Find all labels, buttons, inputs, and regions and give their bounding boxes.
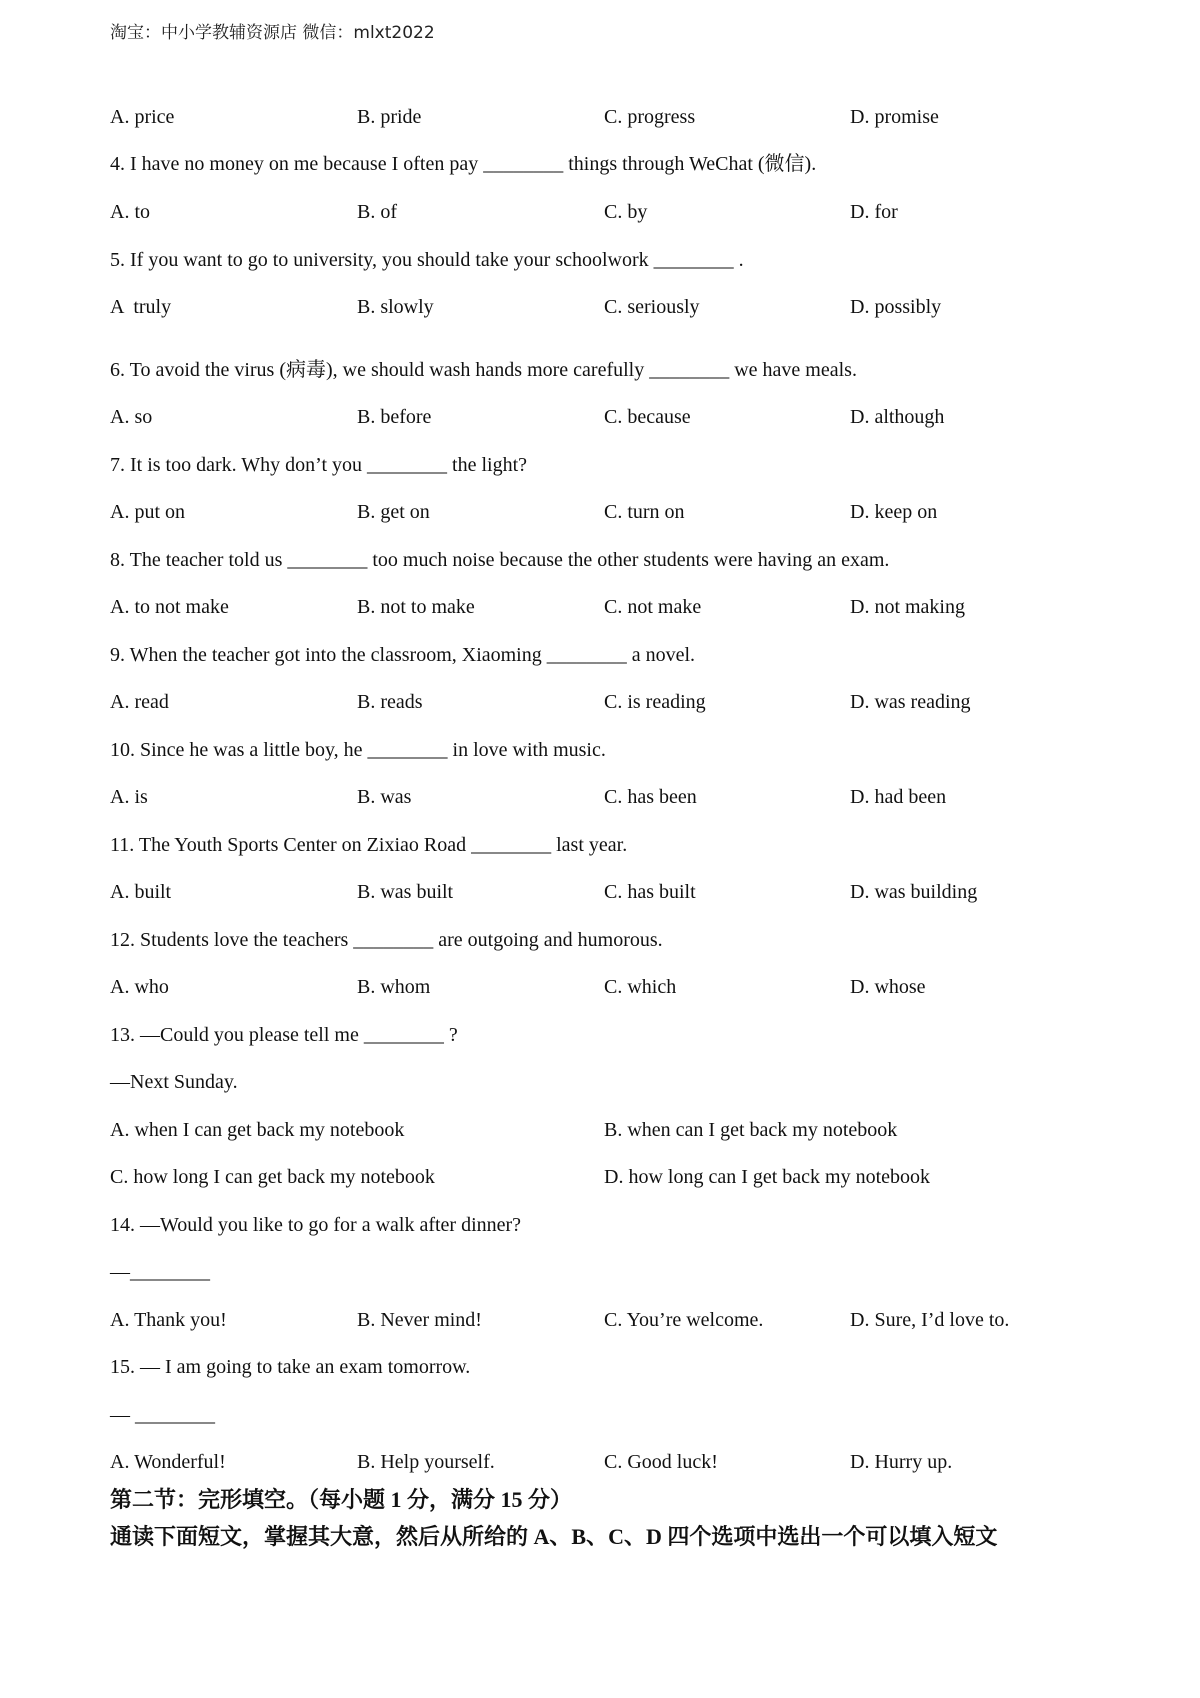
option-b: B. was (357, 786, 412, 808)
option-d: D. possibly (850, 296, 942, 318)
option-c: C. by (604, 201, 648, 223)
option-b: B. Help yourself. (357, 1451, 495, 1473)
question-13-reply: —Next Sunday. (110, 1071, 238, 1093)
option-b: B. not to make (357, 596, 475, 618)
option-b: B. pride (357, 106, 422, 128)
option-d: D. for (850, 201, 898, 223)
question-14-reply: —________ (110, 1261, 210, 1283)
option-c: C. has built (604, 881, 696, 903)
option-d: D. promise (850, 106, 939, 128)
question-15-stem: 15. — I am going to take an exam tomorrow. (110, 1356, 471, 1378)
question-11-stem: 11. The Youth Sports Center on Zixiao Road ________ last year. (110, 834, 628, 856)
option-d: D. keep on (850, 501, 938, 523)
option-a: A. is (110, 786, 148, 808)
option-a: A. when I can get back my notebook (110, 1119, 405, 1141)
section-2-title: 第二节：完形填空。（每小题 1 分，满分 15 分） (110, 1487, 573, 1512)
option-c: C. progress (604, 106, 696, 128)
option-c: C. because (604, 406, 691, 428)
option-b: B. whom (357, 976, 431, 998)
option-a: A. to (110, 201, 150, 223)
option-d: D. Hurry up. (850, 1451, 953, 1473)
option-a: A. to not make (110, 596, 229, 618)
option-a: A. Thank you! (110, 1309, 227, 1331)
option-b: B. reads (357, 691, 423, 713)
question-9-stem: 9. When the teacher got into the classroom, Xiaoming ________ a novel. (110, 644, 696, 666)
option-a: A truly (110, 296, 172, 318)
option-a: A. built (110, 881, 172, 903)
option-c: C. You’re welcome. (604, 1309, 764, 1331)
question-13-stem: 13. —Could you please tell me ________ ? (110, 1024, 458, 1046)
option-d: D. although (850, 406, 945, 428)
question-6-stem: 6. To avoid the virus (病毒), we should wash hands more carefully ________ we have meals. (110, 359, 857, 381)
option-d: D. not making (850, 596, 965, 618)
question-7-stem: 7. It is too dark. Why don’t you ________ the light? (110, 454, 528, 476)
section-2-instruction: 通读下面短文，掌握其大意，然后从所给的 A、B、C、D 四个选项中选出一个可以填入短文 (110, 1524, 998, 1549)
option-c: C. not make (604, 596, 702, 618)
question-12-stem: 12. Students love the teachers ________ are outgoing and humorous. (110, 929, 663, 951)
option-b: B. when can I get back my notebook (604, 1119, 898, 1141)
option-a: A. who (110, 976, 169, 998)
option-a: A. so (110, 406, 153, 428)
option-d: D. was reading (850, 691, 971, 713)
option-c: C. has been (604, 786, 697, 808)
option-c: C. Good luck! (604, 1451, 718, 1473)
option-a: A. read (110, 691, 169, 713)
option-d: D. how long can I get back my notebook (604, 1166, 931, 1188)
question-14-stem: 14. —Would you like to go for a walk after dinner? (110, 1214, 522, 1236)
option-d: D. had been (850, 786, 947, 808)
option-d: D. whose (850, 976, 926, 998)
option-c: C. is reading (604, 691, 706, 713)
option-c: C. turn on (604, 501, 685, 523)
page-header: 淘宝：中小学教辅资源店 微信：mlxt2022 (110, 23, 435, 43)
question-15-reply: — ________ (110, 1404, 215, 1426)
question-4-stem: 4. I have no money on me because I often pay ________ things through WeChat (微信). (110, 153, 817, 175)
option-a: A. price (110, 106, 175, 128)
question-10-stem: 10. Since he was a little boy, he ________ in love with music. (110, 739, 606, 761)
question-8-stem: 8. The teacher told us ________ too much noise because the other students were having an exam. (110, 549, 890, 571)
option-c: C. how long I can get back my notebook (110, 1166, 435, 1188)
option-c: C. seriously (604, 296, 700, 318)
option-a: A. put on (110, 501, 185, 523)
option-b: B. slowly (357, 296, 434, 318)
option-b: B. was built (357, 881, 454, 903)
question-5-stem: 5. If you want to go to university, you should take your schoolwork ________ . (110, 249, 744, 271)
option-d: D. was building (850, 881, 978, 903)
option-a: A. Wonderful! (110, 1451, 226, 1473)
option-b: B. before (357, 406, 432, 428)
option-b: B. of (357, 201, 397, 223)
option-d: D. Sure, I’d love to. (850, 1309, 1010, 1331)
option-c: C. which (604, 976, 677, 998)
option-b: B. Never mind! (357, 1309, 482, 1331)
option-b: B. get on (357, 501, 430, 523)
